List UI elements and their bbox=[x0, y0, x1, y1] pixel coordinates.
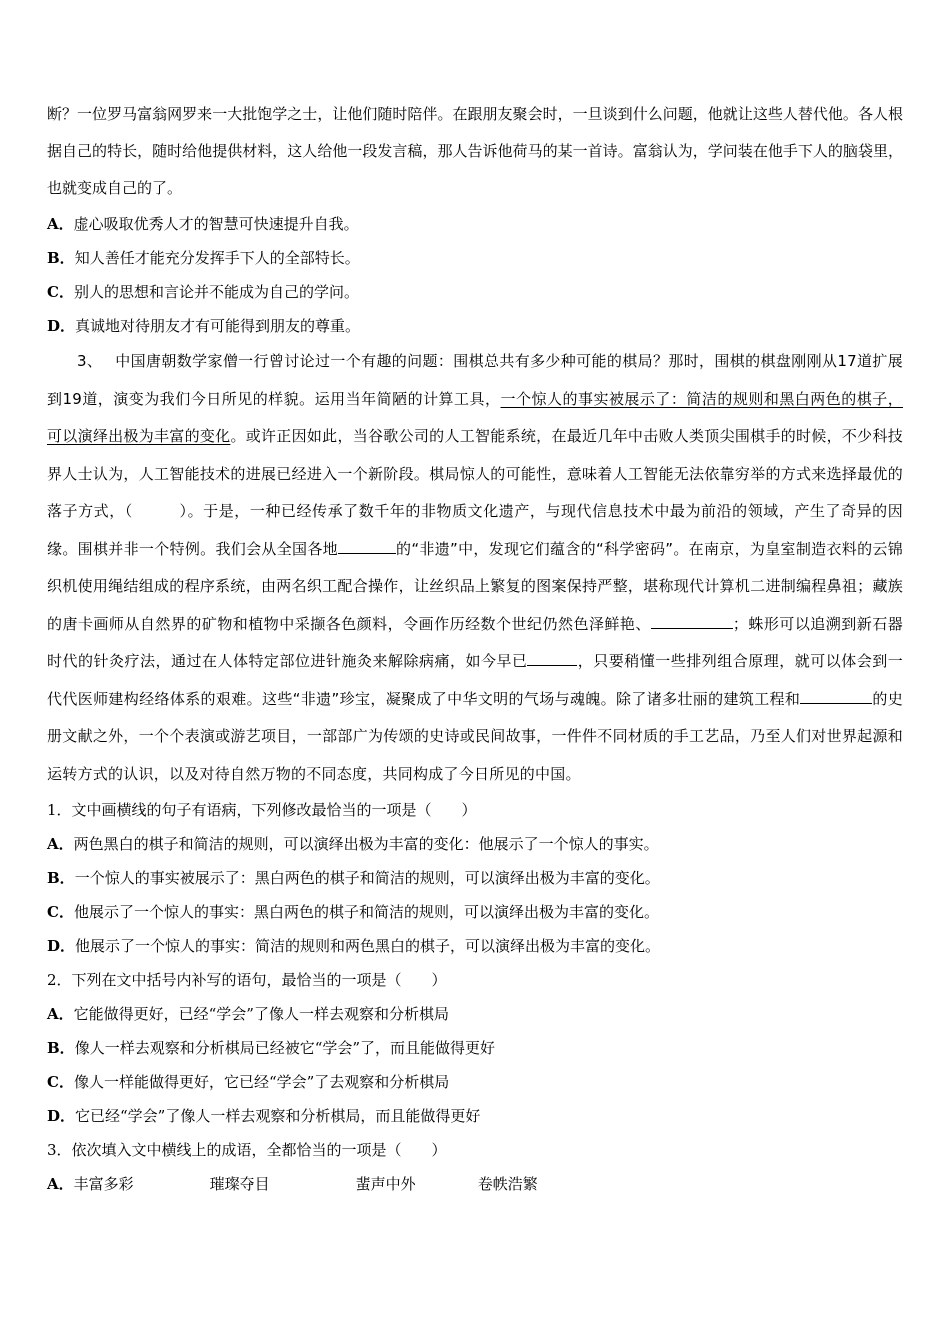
passage-text: ；蛛形可以追溯到新石器时代的针灸疗法，通过在人体特定部位进针施灸来解除病痛，如今早已 bbox=[47, 614, 903, 670]
option-d bbox=[47, 929, 903, 963]
question-1 bbox=[47, 793, 903, 963]
passage-text: 中国唐朝数学家僧一行曾讨论过一个有趣的问题：围棋总共有多少种可能的棋局？那时，围棋的棋盘刚刚从17道扩展到19道，演变为我们今日所见的样貌。运用当年简陋的计算工具， bbox=[47, 352, 904, 408]
option-b bbox=[47, 1031, 903, 1065]
option-c bbox=[47, 275, 903, 309]
idiom-3: 蜚声中外 bbox=[355, 1175, 416, 1193]
option-label: C． bbox=[47, 283, 74, 301]
idiom-1: 丰富多彩 bbox=[73, 1175, 134, 1193]
fill-blank-4 bbox=[800, 689, 872, 704]
option-label: D． bbox=[47, 317, 76, 335]
option-a bbox=[47, 1167, 903, 1201]
option-c bbox=[47, 895, 903, 929]
option-text: 他展示了一个惊人的事实：简洁的规则和两色黑白的棋子，可以演绎出极为丰富的变化。 bbox=[75, 937, 661, 955]
option-label: B． bbox=[47, 869, 75, 887]
passage-text: 的“非遗”中，发现它们蕴含的“科学密码”。在南京，为皇室制造衣料的云锦织机使用绳结组成的程序系统，由两名织工配合操作，让丝织品上繁复的图案保持严整，堪称现代计算机二进制编程鼻祖；藏族的唐卡画师从自然界的矿物和植物中采撷各色颜料，令画作历经数个世纪仍然色泽鲜艳、 bbox=[47, 539, 903, 633]
option-a bbox=[47, 997, 903, 1031]
passage-number: 3、 bbox=[77, 352, 95, 370]
question-stem: 1．文中画横线的句子有语病，下列修改最恰当的一项是（ ） bbox=[47, 801, 477, 819]
passage-paragraph: 断？一位罗马富翁网罗来一大批饱学之士，让他们随时陪伴。在跟朋友聚会时，一旦谈到什么问题，他就让这些人替代他。各人根据自己的特长，随时给他提供材料，这人给他一段发言稿，那人告诉他荷马的某一首诗。富翁认为，学问装在他手下人的脑袋里，也就变成自己的了。 bbox=[47, 105, 903, 197]
option-text: 它已经“学会”了像人一样去观察和分析棋局，而且能做得更好 bbox=[75, 1107, 481, 1125]
option-text: 真诚地对待朋友才有可能得到朋友的尊重。 bbox=[75, 317, 361, 335]
option-text: 别人的思想和言论并不能成为自己的学问。 bbox=[73, 283, 359, 301]
option-text: 虚心吸取优秀人才的智慧可快速提升自我。 bbox=[73, 215, 359, 233]
option-label: D． bbox=[47, 937, 76, 955]
option-label: A． bbox=[47, 835, 74, 853]
fill-blank-2 bbox=[651, 614, 733, 629]
option-text: 像人一样能做得更好，它已经“学会”了去观察和分析棋局 bbox=[73, 1073, 450, 1091]
option-label: B． bbox=[47, 1039, 75, 1057]
fill-blank-3 bbox=[527, 651, 577, 666]
option-b bbox=[47, 861, 903, 895]
option-label: A． bbox=[47, 1175, 74, 1193]
document-page bbox=[47, 96, 903, 1201]
option-text: 两色黑白的棋子和简洁的规则，可以演绎出极为丰富的变化：他展示了一个惊人的事实。 bbox=[73, 835, 659, 853]
option-c bbox=[47, 1065, 903, 1099]
option-d bbox=[47, 1099, 903, 1133]
idiom-2: 璀璨夺目 bbox=[209, 1175, 270, 1193]
option-text: 知人善任才能充分发挥手下人的全部特长。 bbox=[74, 249, 360, 267]
option-label: B． bbox=[47, 249, 75, 267]
passage-options bbox=[47, 207, 903, 343]
option-label: A． bbox=[47, 1005, 74, 1023]
option-label: D． bbox=[47, 1107, 76, 1125]
option-b bbox=[47, 241, 903, 275]
reading-passage-3 bbox=[47, 343, 903, 793]
option-text: 一个惊人的事实被展示了：黑白两色的棋子和简洁的规则，可以演绎出极为丰富的变化。 bbox=[74, 869, 660, 887]
question-stem: 3．依次填入文中横线上的成语，全都恰当的一项是（ ） bbox=[47, 1141, 447, 1159]
question-3 bbox=[47, 1133, 903, 1201]
passage-text: ，只要稍懂一些排列组合原理，就可以体会到一代代医师建构经络体系的艰难。这些“非遗”珍宝，凝聚成了中华文明的气场与魂魄。除了诸多壮丽的建筑工程和 bbox=[47, 652, 903, 708]
question-stem: 2．下列在文中括号内补写的语句，最恰当的一项是（ ） bbox=[47, 971, 447, 989]
option-label: C． bbox=[47, 1073, 74, 1091]
option-d bbox=[47, 309, 903, 343]
fill-blank-1 bbox=[338, 539, 396, 554]
idiom-4: 卷帙浩繁 bbox=[477, 1175, 538, 1193]
option-text: 它能做得更好，已经“学会”了像人一样去观察和分析棋局 bbox=[73, 1005, 449, 1023]
option-a bbox=[47, 207, 903, 241]
option-a bbox=[47, 827, 903, 861]
option-label: C． bbox=[47, 903, 74, 921]
option-text: 像人一样去观察和分析棋局已经被它“学会”了，而且能做得更好 bbox=[74, 1039, 496, 1057]
option-label: A． bbox=[47, 215, 74, 233]
underlined-sentence: 一个惊人的事实被展示了：简洁的规则和黑白两色的棋子，可以演绎出极为丰富的变化 bbox=[47, 389, 903, 445]
option-text: 他展示了一个惊人的事实：黑白两色的棋子和简洁的规则，可以演绎出极为丰富的变化。 bbox=[73, 903, 659, 921]
passage-text: 的史册文献之外，一个个表演或游艺项目，一部部广为传颂的史诗或民间故事，一件件不同材质的手工艺品，乃至人们对世界起源和运转方式的认识，以及对待自然万物的不同态度，共同构成了今日所见的中国。 bbox=[47, 689, 903, 783]
question-2 bbox=[47, 963, 903, 1133]
passage-text: 。或许正因如此，当谷歌公司的人工智能系统，在最近几年中击败人类顶尖围棋手的时候，不少科技界人士认为，人工智能技术的进展已经进入一个新阶段。棋局惊人的可能性，意味着人工智能无法依靠穷举的方式来选择最优的落子方式，（ ）。于是，一种已经传承了数千年的非物质文化遗产，与现代信息技术中最为前沿的领域，产生了奇异的因缘。围棋并非一个特例。我们会从全国各地 bbox=[47, 427, 903, 558]
